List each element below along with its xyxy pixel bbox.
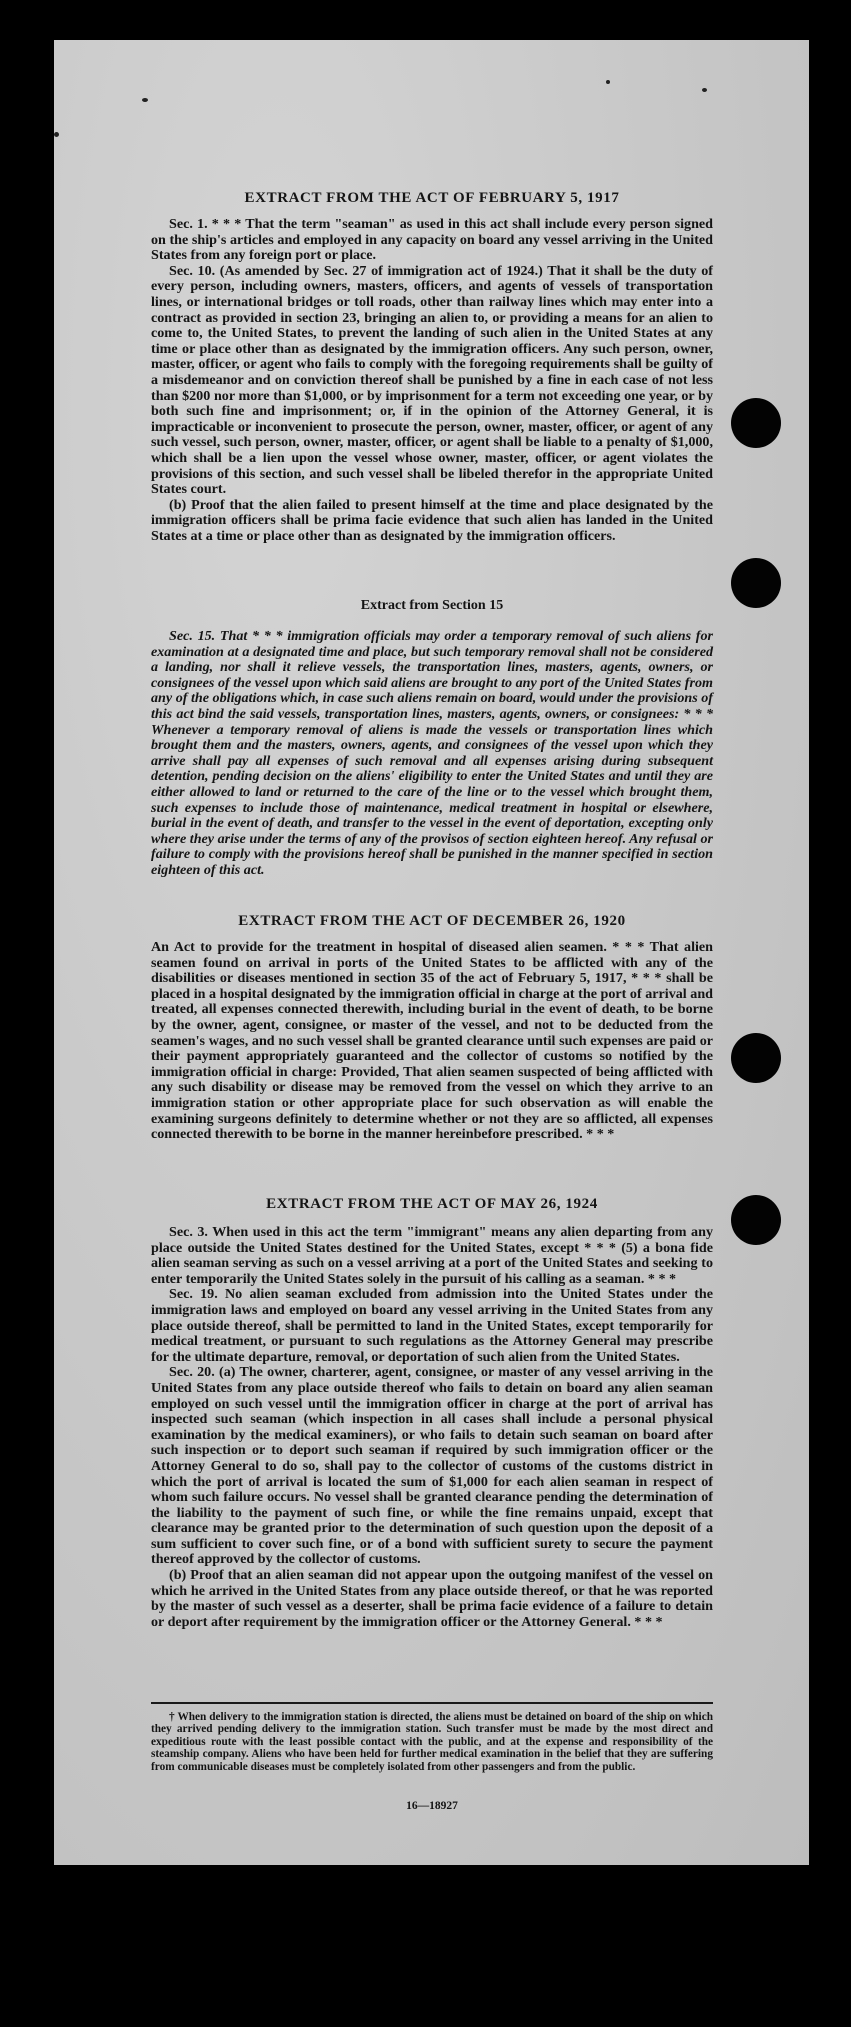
section-dec-1920 xyxy=(151,912,713,930)
document-page xyxy=(54,40,809,1865)
punch-hole xyxy=(731,558,781,608)
paragraph: (b) Proof that the alien failed to present himself at the time and place designated by the immigration officers shall be prima facie evidence that such alien has landed in the United States at a time or place other than as designated by the immigration officers. xyxy=(151,496,713,544)
punch-hole xyxy=(731,1195,781,1245)
page-number-row xyxy=(151,1800,713,1812)
page-number: 16—18927 xyxy=(406,1800,458,1812)
paragraph: Sec. 3. When used in this act the term "immigrant" means any alien departing from any place outside the United States destined for the United States, except * * * (5) a bona fide alien seaman serving as such on a vessel arriving at a port of the United States and seeking to enter temporarily the United States solely in the pursuit of his calling as a seaman. * * * xyxy=(151,1224,713,1287)
section-heading: EXTRACT FROM THE ACT OF DECEMBER 26, 1920 xyxy=(238,913,626,929)
paragraph: Sec. 10. (As amended by Sec. 27 of immigration act of 1924.) That it shall be the duty of every person, including owners, masters, officers, and agents of vessels of transportation lines, or international bridges or toll roads, other than railway lines which may enter into a contract as provided in section 23, bringing an alien to, or providing a means for an alien to come to, the United States, to prevent the landing of such alien in the United States at any time or place other than as designated by the immigration officers. Any such person, owner, master, officer, or agent who fails to comply with the foregoing requirements shall be guilty of a misdemeanor and on conviction thereof shall be punished by a fine in each case of not less than $200 nor more than $1,000, or by imprisonment for a term not exceeding one year, or by both such fine and imprisonment; or, if in the opinion of the Attorney General, it is impracticable or inconvenient to prosecute the person, owner, master, officer, or agent of any such vessel, such person, owner, master, officer, or agent shall be liable to a penalty of $1,000, which shall be a lien upon the vessel whose owner, master, officer, or agent violates the provisions of this section, and such vessel shall be libeled therefor in the appropriate United States court. xyxy=(151,262,713,498)
section-heading: EXTRACT FROM THE ACT OF MAY 26, 1924 xyxy=(266,1196,598,1212)
paragraph: Sec. 19. No alien seaman excluded from admission into the United States under the immigration laws and employed on board any vessel arriving in the United States from any place outside thereof, shall be permitted to land in the United States, except temporarily for medical treatment, or pursuant to such regulations as the Attorney General may prescribe for the ultimate departure, removal, or deportation of such alien from the United States. xyxy=(151,1286,713,1365)
footnote xyxy=(151,1711,713,1773)
section-feb-1917 xyxy=(151,189,713,207)
punch-hole xyxy=(731,1033,781,1083)
section-dec-1920-body xyxy=(151,940,713,1143)
section-15-body xyxy=(151,629,713,879)
section-15 xyxy=(151,597,713,615)
paragraph: (b) Proof that an alien seaman did not appear upon the outgoing manifest of the vessel on which he arrived in the United States from any place outside thereof, or that he was reported by the master of such vessel as a deserter, shall be prima facie evidence of a failure to detain or deport after requirement by the immigration officer or the Attorney General. * * * xyxy=(151,1567,713,1630)
section-heading: EXTRACT FROM THE ACT OF FEBRUARY 5, 1917 xyxy=(244,190,620,206)
section-may-1924 xyxy=(151,1195,713,1213)
section-heading: Extract from Section 15 xyxy=(360,598,504,613)
section-may-1924-body xyxy=(151,1225,713,1630)
paragraph: An Act to provide for the treatment in hospital of diseased alien seamen. * * * That alien seamen found on arrival in ports of the United States to be afflicted with any of the disabilities or diseases mentioned in section 35 of the act of February 5, 1917, * * * shall be placed in a hospital designated by the immigration official in charge at the port of arrival and treated, all expenses connected therewith, including burial in the event of death, to be borne by the owner, agent, consignee, or master of the vessel, and not to be deducted from the seamen's wages, and no such vessel shall be granted clearance until such expenses are paid or their payment appropriately guaranteed and the collector of customs so notified by the immigration official in charge: Provided, That alien seamen suspected of being afflicted with any such disability or disease may be removed from the vessel on which they arrive to an immigration station or other appropriate place for such observation as will enable the examining surgeons definitely to determine whether or not they are so afflicted, all expenses connected therewith to be borne in the manner hereinbefore prescribed. * * * xyxy=(151,939,713,1143)
footnote-divider xyxy=(151,1702,713,1704)
paragraph: Sec. 1. * * * That the term "seaman" as used in this act shall include every person signed on the ship's articles and employed in any capacity on board any vessel arriving in the United States from any foreign port or place. xyxy=(151,216,713,264)
punch-hole xyxy=(731,398,781,448)
footnote-text: † When delivery to the immigration station is directed, the aliens must be detained on board of the ship on which they arrived pending delivery to the immigration station. Such transfer must be made by the most direct and expeditious route with the least possible contact with the public, and at the expense and responsibility of the steamship company. Aliens who have been held for further medical examination in the belief that they are suffering from communicable diseases must be completely isolated from other passengers and from the public. xyxy=(151,1711,713,1773)
paragraph: Sec. 15. That * * * immigration officials may order a temporary removal of such aliens for examination at a designated time and place, but such temporary removal shall not be considered a landing, nor shall it relieve vessels, the transportation lines, masters, agents, owners, or consignees of the vessel upon which said aliens are brought to any port of the United States from any of the obligations which, in case such aliens remain on board, would under the provisions of this act bind the said vessels, transportation lines, masters, agents, owners, or consignees: * * * Whenever a temporary removal of aliens is made the vessels or transportation lines which brought them and the masters, owners, agents, and consignees of the vessel upon which they arrive shall pay all expenses of such removal and all expenses arising during subsequent detention, pending decision on the aliens' eligibility to enter the United States and until they are either allowed to land or returned to the care of the line or to the vessel which brought them, such expenses to include those of maintenance, medical treatment in hospital or elsewhere, burial in the event of death, and transfer to the vessel in the event of deportation, excepting only where they arise under the terms of any of the provisos of section eighteen hereof. Any refusal or failure to comply with the provisions hereof shall be punished in the manner specified in section eighteen of this act. xyxy=(151,628,713,878)
section-feb-1917-body xyxy=(151,217,713,544)
paragraph: Sec. 20. (a) The owner, charterer, agent, consignee, or master of any vessel arriving in the United States from any place outside thereof who fails to detain on board any alien seaman employed on such vessel until the immigration officer in charge at the port of arrival has inspected such seaman (which inspection in all cases shall include a personal physical examination by the medical examiners), or who fails to detain such seaman on board after such inspection or to deport such seaman if required by such immigration officer or the Attorney General to do so, shall pay to the collector of customs of the customs district in which the port of arrival is located the sum of $1,000 for each alien seaman in respect of whom such failure occurs. No vessel shall be granted clearance pending the determination of the liability to the payment of such fine, or while the fine remains unpaid, except that clearance may be granted prior to the determination of such question upon the deposit of a sum sufficient to cover such fine, or of a bond with sufficient surety to secure the payment thereof approved by the collector of customs. xyxy=(151,1364,713,1568)
